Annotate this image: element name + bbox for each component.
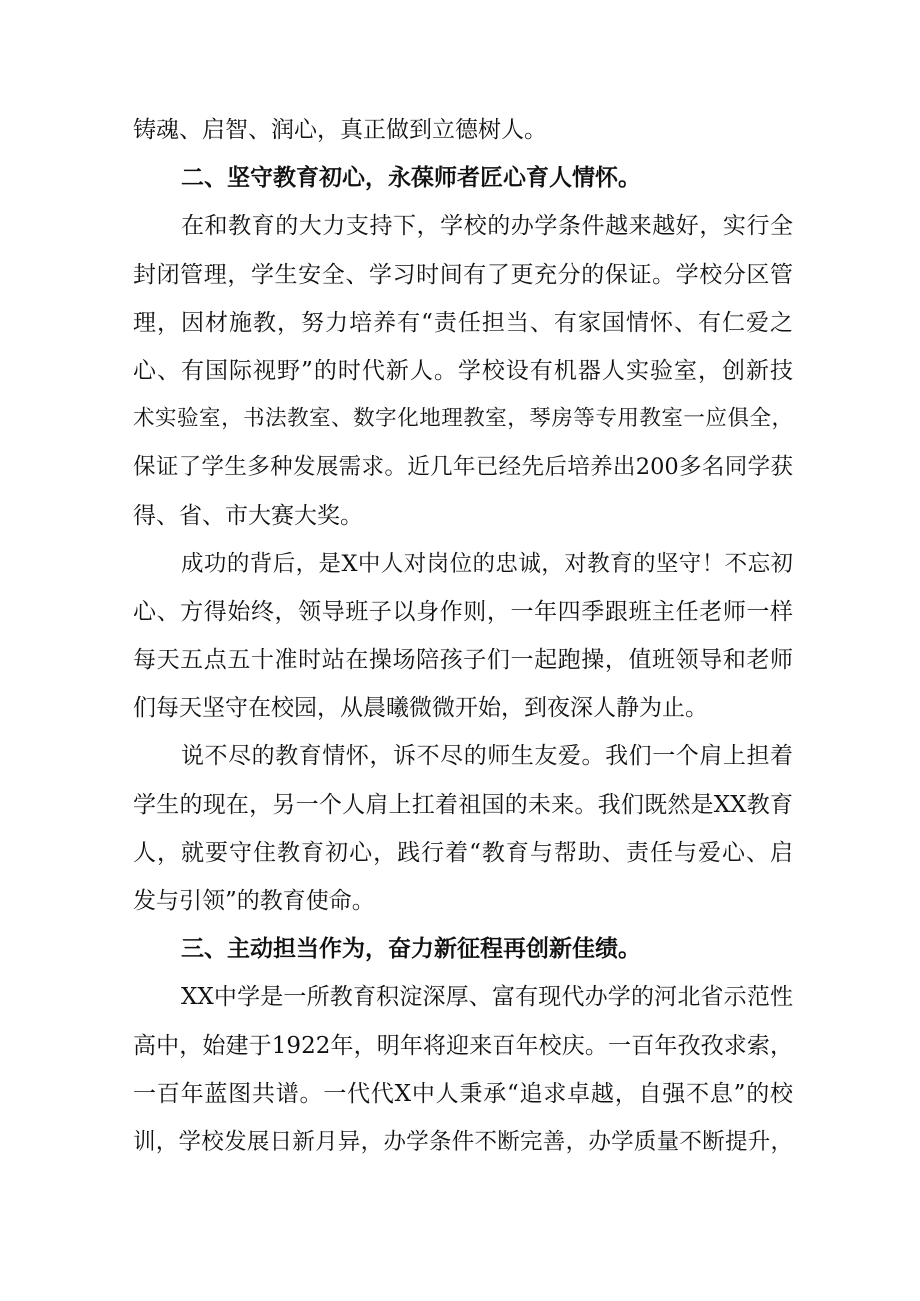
text-line: 高中，始建于1922年，明年将迎来百年校庆。一百年孜孜求索，: [133, 1032, 793, 1059]
text-line: XX中学是一所教育积淀深厚、富有现代办学的河北省示范性: [181, 984, 793, 1011]
text-line: 术实验室，书法教室、数字化地理教室，琴房等专用教室一应俱全，: [133, 406, 793, 432]
text-line: 人，就要守住教育初心，践行着“教育与帮助、责任与爱心、启: [133, 839, 793, 866]
section-heading: 二、坚守教育初心，永葆师者匠心育人情怀。: [181, 165, 641, 192]
text-line: 铸魂、启智、润心，真正做到立德树人。: [133, 117, 547, 143]
text-line: 心、有国际视野”的时代新人。学校设有机器人实验室，创新技: [133, 357, 793, 384]
text-line: 发与引领”的教育使命。: [133, 888, 375, 914]
text-line: 成功的背后，是X中人对岗位的忠诚，对教育的坚守！不忘初: [181, 550, 793, 577]
text-line: 说不尽的教育情怀，诉不尽的师生友爱。我们一个肩上担着: [181, 743, 793, 770]
section-heading: 三、主动担当作为，奋力新征程再创新佳绩。: [181, 936, 641, 963]
text-line: 学生的现在，另一个人肩上扛着祖国的未来。我们既然是XX教育: [133, 791, 793, 818]
text-line: 得、省、市大赛大奖。: [133, 502, 363, 529]
text-line: 心、方得始终，领导班子以身作则，一年四季跟班主任老师一样: [133, 598, 793, 625]
text-line: 封闭管理，学生安全、学习时间有了更充分的保证。学校分区管: [133, 261, 793, 288]
text-line: 每天五点五十准时站在操场陪孩子们一起跑操，值班领导和老师: [133, 647, 793, 674]
text-line: 训，学校发展日新月异，办学条件不断完善，办学质量不断提升，: [133, 1128, 793, 1155]
text-line: 保证了学生多种发展需求。近几年已经先后培养出200多名同学获: [133, 454, 793, 481]
document-body: [133, 106, 793, 1166]
text-line: 一百年蓝图共谱。一代代X中人秉承“追求卓越，自强不息”的校: [133, 1080, 793, 1107]
text-line: 们每天坚守在校园，从晨曦微微开始，到夜深人静为止。: [133, 695, 708, 722]
text-line: 在和教育的大力支持下，学校的办学条件越来越好，实行全: [181, 213, 793, 240]
text-line: 理，因材施教，努力培养有“责任担当、有家国情怀、有仁爱之: [133, 309, 793, 336]
